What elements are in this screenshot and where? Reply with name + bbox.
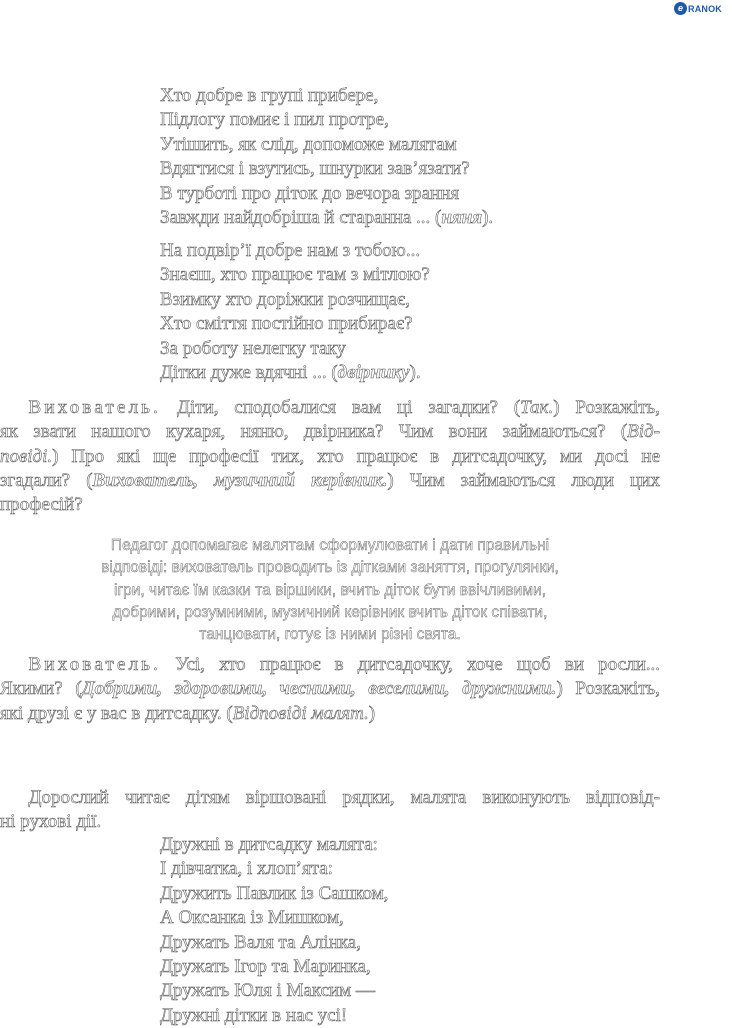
friendship-poem: [160, 833, 388, 1028]
text: як звати нашого кухаря, няню, двірника? Чим вони займаються? (: [0, 421, 628, 443]
text: Якими? (: [0, 678, 82, 700]
poem-line: Знаєш, хто працює там з мітлою?: [160, 264, 430, 286]
paragraph-line: [0, 445, 660, 469]
text: Усі, хто працює в дитсадочку, хоче щоб ви росли...: [161, 654, 660, 675]
note-line: танцювати, готує із ними різні свята.: [199, 626, 461, 644]
poem-line: Дружні в дитсадку малята:: [160, 834, 378, 855]
poem-text: Дітки дуже вдячні ... (: [160, 362, 338, 384]
speaker-label: Вихователь.: [28, 654, 162, 675]
logo-text: RANOK: [688, 3, 722, 14]
poem-line: Дружить Павлик із Сашком,: [160, 882, 389, 904]
poem-text: ).: [482, 207, 494, 229]
poem-line: І дівчатка, і хлоп’ята:: [160, 858, 333, 880]
poem-line-last: [160, 206, 493, 230]
teacher-note: [30, 535, 630, 646]
paragraph-line: [0, 702, 660, 726]
riddle-poem-nanny: [160, 84, 493, 230]
poem-line: За роботу нелегку таку: [160, 337, 346, 359]
text: ): [368, 702, 376, 724]
poem-line: Підлогу помиє і пил протре,: [160, 109, 389, 131]
poem-line: Хто добре в групі прибере,: [160, 85, 379, 106]
answer: Відповіді малят.: [232, 702, 369, 724]
text: ) Розкажіть,: [556, 678, 660, 700]
poem-line: Дружать Ігор та Маринка,: [160, 956, 371, 978]
riddle-poem-janitor: [160, 239, 430, 385]
paragraph-line: [0, 786, 660, 810]
note-line: ігри, читає їм казки та віршики, вчить діток бути ввічливими,: [114, 581, 546, 599]
logo-mark: e: [674, 2, 687, 15]
paragraph-line: [0, 396, 660, 420]
teacher-paragraph-1: [0, 396, 660, 517]
paragraph-line: [0, 677, 660, 701]
text: ) Про які ще професії тих, хто працює в дитсадочку, ми досі не: [52, 445, 660, 467]
note-line: відповіді: вихователь проводить із дітками заняття, прогулянки,: [101, 559, 559, 577]
poem-text: ).: [409, 362, 421, 384]
riddle-answer: няня: [441, 207, 483, 229]
poem-line: Взимку хто доріжки розчищає,: [160, 288, 410, 310]
poem-line: Хто сміття постійно прибирає?: [160, 313, 413, 335]
paragraph-line: [0, 420, 660, 444]
answer: Вихователь, музичний керівник.: [92, 469, 388, 491]
answer: Так.: [520, 397, 554, 418]
poem-line: Дружні дітки в нас усі!: [160, 1004, 348, 1026]
poem-line: Дружать Валя та Алінка,: [160, 931, 361, 953]
answer: Добрими, здоровими, чесними, веселими, дружними.: [81, 678, 557, 700]
poem-line: Вдягтися і взутись, шнурки зав’язати?: [160, 158, 470, 180]
text: Діти, сподобалися вам ці загадки? (: [161, 397, 521, 418]
poem-line: Дружать Юля і Максим —: [160, 980, 375, 1002]
teacher-paragraph-2: [0, 653, 660, 726]
text: Дорослий читає дітям віршовані рядки, малята виконують відповід-: [28, 787, 660, 808]
riddle-answer: двірнику: [337, 362, 410, 384]
note-line: Педагог допомагає малятам сформулювати і дати правильні: [110, 537, 550, 554]
adult-instruction: [0, 786, 660, 835]
speaker-label: Вихователь.: [28, 397, 162, 418]
text: ) Чим займаються люди цих: [387, 469, 660, 491]
answer: Від-: [627, 421, 660, 443]
paragraph-line: [0, 469, 660, 493]
paragraph-line: [0, 653, 660, 677]
text: згадали? (: [0, 469, 93, 491]
poem-line-last: [160, 361, 430, 385]
paragraph-line: ні рухові дії.: [0, 811, 102, 833]
text: ) Розкажіть,: [553, 397, 660, 418]
poem-line: В турботі про діток до вечора зрання: [160, 182, 460, 204]
poem-line: А Оксанка із Мишком,: [160, 907, 344, 929]
poem-line: Утішить, як слід, допоможе малятам: [160, 133, 457, 155]
answer: повіді.: [0, 445, 53, 467]
poem-line: На подвір’ї добре нам з тобою...: [160, 240, 421, 261]
poem-text: Завжди найдобріша й старанна ... (: [160, 207, 442, 229]
paragraph-line: професій?: [0, 494, 83, 516]
text: які друзі є у вас в дитсадку. (: [0, 702, 233, 724]
note-line: добрими, розумними, музичний керівник вчить діток співати,: [112, 603, 548, 621]
publisher-logo: [674, 2, 722, 15]
